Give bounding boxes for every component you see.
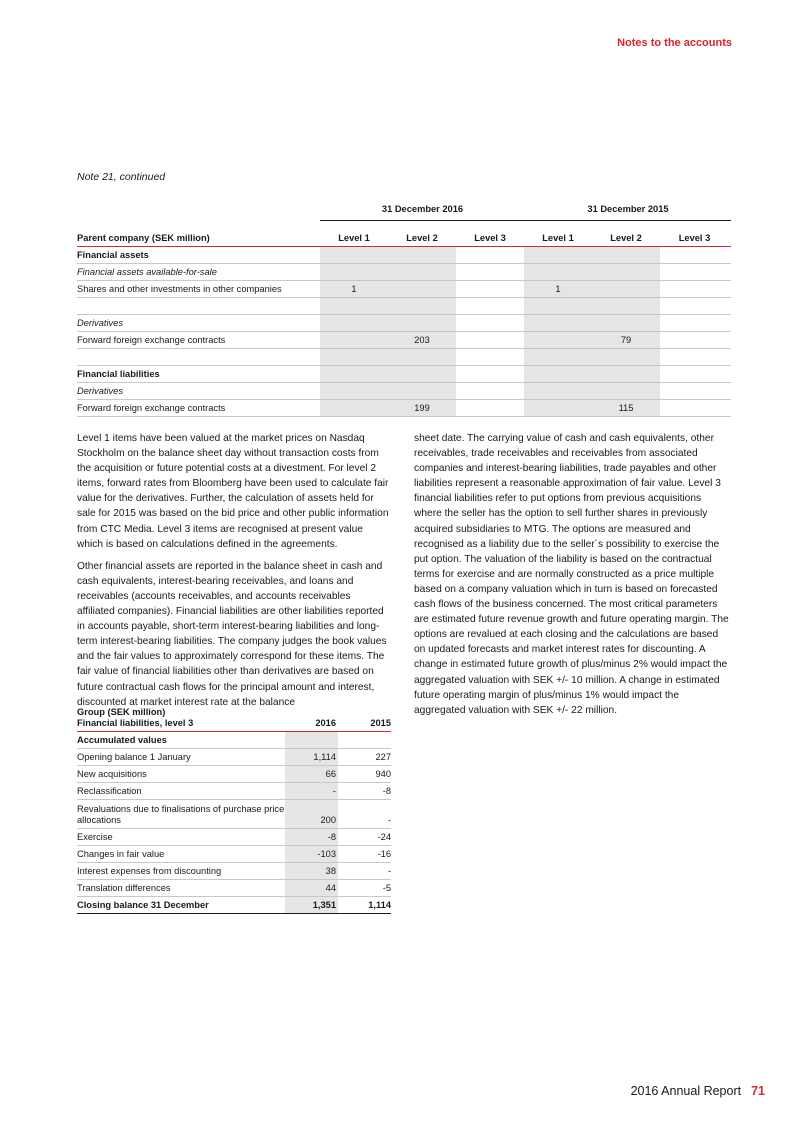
value-2015: 227 [375, 752, 391, 762]
value-2016: -8 [285, 829, 338, 845]
table-row [77, 264, 731, 281]
value-2016 [285, 732, 338, 748]
table-cell [388, 315, 456, 331]
table-cell: 115 [592, 400, 660, 416]
value-2016: 66 [285, 766, 338, 782]
table-cell [456, 349, 524, 365]
level-header: Level 3 [474, 233, 506, 243]
table-cell [456, 332, 524, 348]
table-cell [660, 247, 729, 263]
value-2015: 1,114 [368, 900, 391, 910]
row-label: Forward foreign exchange contracts [77, 335, 226, 345]
table-row [77, 800, 391, 829]
table-cell [320, 332, 388, 348]
row-label: Derivatives [77, 386, 123, 396]
table-row [77, 298, 731, 315]
body-text-left [77, 431, 389, 717]
value-2015: -5 [382, 883, 391, 893]
row-label: New acquisitions [77, 769, 147, 779]
row-label: Changes in fair value [77, 849, 165, 859]
row-label [77, 298, 320, 314]
table-cell [592, 247, 660, 263]
table-row [77, 829, 391, 846]
table-cell [524, 264, 592, 280]
table-row [77, 349, 731, 366]
value-2015: -8 [382, 786, 391, 796]
page-number: 71 [751, 1084, 765, 1098]
value-2015: -24 [377, 832, 391, 842]
table-cell [524, 332, 592, 348]
row-label: Exercise [77, 832, 113, 842]
table-cell [524, 383, 592, 399]
row-label: Opening balance 1 January [77, 752, 191, 762]
table-cell [456, 264, 524, 280]
table-row [77, 315, 731, 332]
period-2016-header: 31 December 2016 [320, 204, 525, 221]
table-cell [388, 247, 456, 263]
table-cell [320, 298, 388, 314]
table-cell [592, 349, 660, 365]
value-2015: - [387, 866, 391, 876]
table-cell [660, 264, 729, 280]
closing-balance-row [77, 897, 391, 914]
table-cell [388, 298, 456, 314]
table-cell [320, 366, 388, 382]
table-cell [456, 366, 524, 382]
table-cell: 1 [524, 281, 592, 297]
table-cell [388, 264, 456, 280]
table-cell [660, 383, 729, 399]
table-cell [388, 366, 456, 382]
table-cell [524, 349, 592, 365]
table-cell [388, 281, 456, 297]
table-cell [524, 366, 592, 382]
table-cell [592, 366, 660, 382]
table-cell [456, 400, 524, 416]
row-label: Revaluations due to finalisations of purchase price allocations [77, 804, 285, 825]
paragraph: Other financial assets are reported in the balance sheet in cash and cash equivalents, interest-bearing receivables, and loans and receivables (accounts receivables, and accounts receivables affiliated companies). Financial liabilities are other liabilities reported in accounts payable, short-term interest-bearing liabilities and long-term interest-bearing liabilities. The company judges the book values and the fair values to approximately correspond for these items. The fair value of financial liabilities other than derivatives are based on future contractual cash flows for the principal amount and interest, discounted at market interest rate at the balance [77, 560, 387, 708]
table-cell [660, 349, 729, 365]
table-cell [660, 298, 729, 314]
value-2016: 1,114 [285, 749, 338, 765]
table-cell [388, 349, 456, 365]
row-label: Forward foreign exchange contracts [77, 403, 226, 413]
table-cell [592, 281, 660, 297]
table-row [77, 400, 731, 417]
table-cell: 203 [388, 332, 456, 348]
fair-value-table [77, 204, 731, 417]
table-row [77, 749, 391, 766]
body-text-right [414, 431, 730, 725]
table-cell [660, 281, 729, 297]
table-cell [660, 315, 729, 331]
table-row [77, 281, 731, 298]
row-label: Shares and other investments in other companies [77, 284, 282, 294]
period-2015-header: 31 December 2015 [525, 204, 731, 221]
table-header-row [77, 718, 391, 732]
table-row [77, 783, 391, 800]
table-cell [456, 298, 524, 314]
table-cell [456, 383, 524, 399]
level-header: Level 1 [542, 233, 574, 243]
table-cell [388, 383, 456, 399]
table-cell [456, 315, 524, 331]
table-cell [592, 264, 660, 280]
header-label: Parent company (SEK million) [77, 233, 210, 243]
table-cell [592, 315, 660, 331]
value-2015: -16 [377, 849, 391, 859]
table-cell: 1 [320, 281, 388, 297]
value-2015: 940 [375, 769, 391, 779]
value-2016: 44 [285, 880, 338, 896]
page-footer [631, 1084, 765, 1098]
table-row [77, 880, 391, 897]
table-cell [456, 281, 524, 297]
table-cell [524, 400, 592, 416]
level-header: Level 1 [338, 233, 370, 243]
value-2016: -103 [285, 846, 338, 862]
row-label: Translation differences [77, 883, 171, 893]
table-cell [320, 315, 388, 331]
value-2016: 200 [285, 800, 338, 828]
row-label: Derivatives [77, 318, 123, 328]
table-row [77, 332, 731, 349]
table-cell [524, 298, 592, 314]
table-row [77, 366, 731, 383]
table-cell [320, 247, 388, 263]
row-label: Reclassification [77, 786, 142, 796]
report-title: 2016 Annual Report [630, 1084, 742, 1098]
value-2016: - [285, 783, 338, 799]
table-cell [320, 264, 388, 280]
table-cell [320, 349, 388, 365]
row-label [77, 349, 320, 365]
table-cell [320, 400, 388, 416]
note-title: Note 21, continued [77, 171, 166, 183]
row-label: Financial liabilities [77, 369, 160, 379]
table-cell [524, 315, 592, 331]
year-header: 2016 [315, 718, 336, 728]
level-header: Level 2 [406, 233, 438, 243]
level-header: Level 3 [678, 233, 711, 243]
table-cell [660, 332, 729, 348]
table-cell [456, 247, 524, 263]
row-label: Accumulated values [77, 735, 167, 745]
table-cell [592, 298, 660, 314]
row-label: Financial assets [77, 250, 149, 260]
row-label: Financial assets available-for-sale [77, 267, 217, 277]
table-cell [592, 383, 660, 399]
row-label: Closing balance 31 December [77, 900, 209, 910]
table-row [77, 766, 391, 783]
table-row [77, 732, 391, 749]
paragraph: sheet date. The carrying value of cash and cash equivalents, other receivables, trade receivables and receivables from associated companies and interest-bearing liabilities, trade payables and other liabilities represent a reasonable approximation of fair value. Level 3 financial liabilities refer to put options from previous acquisitions where the seller has the option to sell further shares in previously acquired subsidiaries to MTG. The options are measured and recognised as a liability due to the seller´s possibility to exercise the put option. The valuation of the liability is based on the contractual terms for exercise and are normally constructed as a price multiple based on a company valuation which in turn is based on forecasted cash flows of the business concerned. The most critical parameters are estimated future revenue growth and future operating margin. The options are revalued at each closing and the calculations are based on updated forecasts and market interest rates for discounting. A change in estimated future growth of plus/minus 2% would impact the aggregated valuation with SEK +/- 10 million. A change in estimated future operating margin of plus/minus 1% would impact the aggregated valuation with SEK +/- 22 million. [414, 433, 729, 716]
value-2015: - [387, 815, 391, 825]
table-cell [660, 400, 729, 416]
section-header: Notes to the accounts [617, 37, 732, 49]
table-cell: 199 [388, 400, 456, 416]
group-table-title: Group (SEK million) [77, 707, 166, 717]
table-cell [320, 383, 388, 399]
table-row [77, 846, 391, 863]
value-2015 [338, 735, 391, 746]
header-label: Financial liabilities, level 3 [77, 718, 194, 728]
value-2016: 1,351 [285, 897, 338, 913]
row-label: Interest expenses from discounting [77, 866, 222, 876]
paragraph: Level 1 items have been valued at the market prices on Nasdaq Stockholm on the balance sheet day without transaction costs from the acquisition or future potential costs at a divestment. For level 2 items, forward rates from Bloomberg have been used to calculate fair value for the derivatives. Further, the calculation of assets held for sale for 2015 was based on the bid price and other public information from CTC Media. Level 3 items are recognised at present value which is based on calculations defined in the agreements. [77, 433, 389, 550]
table-cell: 79 [592, 332, 660, 348]
table-cell [524, 247, 592, 263]
table-cell [660, 366, 729, 382]
group-table [77, 707, 391, 914]
table-row [77, 383, 731, 400]
table-row [77, 863, 391, 880]
value-2016: 38 [285, 863, 338, 879]
table-row [77, 247, 731, 264]
level-header: Level 2 [610, 233, 642, 243]
year-header: 2015 [370, 718, 391, 728]
table-header-row [77, 233, 731, 247]
